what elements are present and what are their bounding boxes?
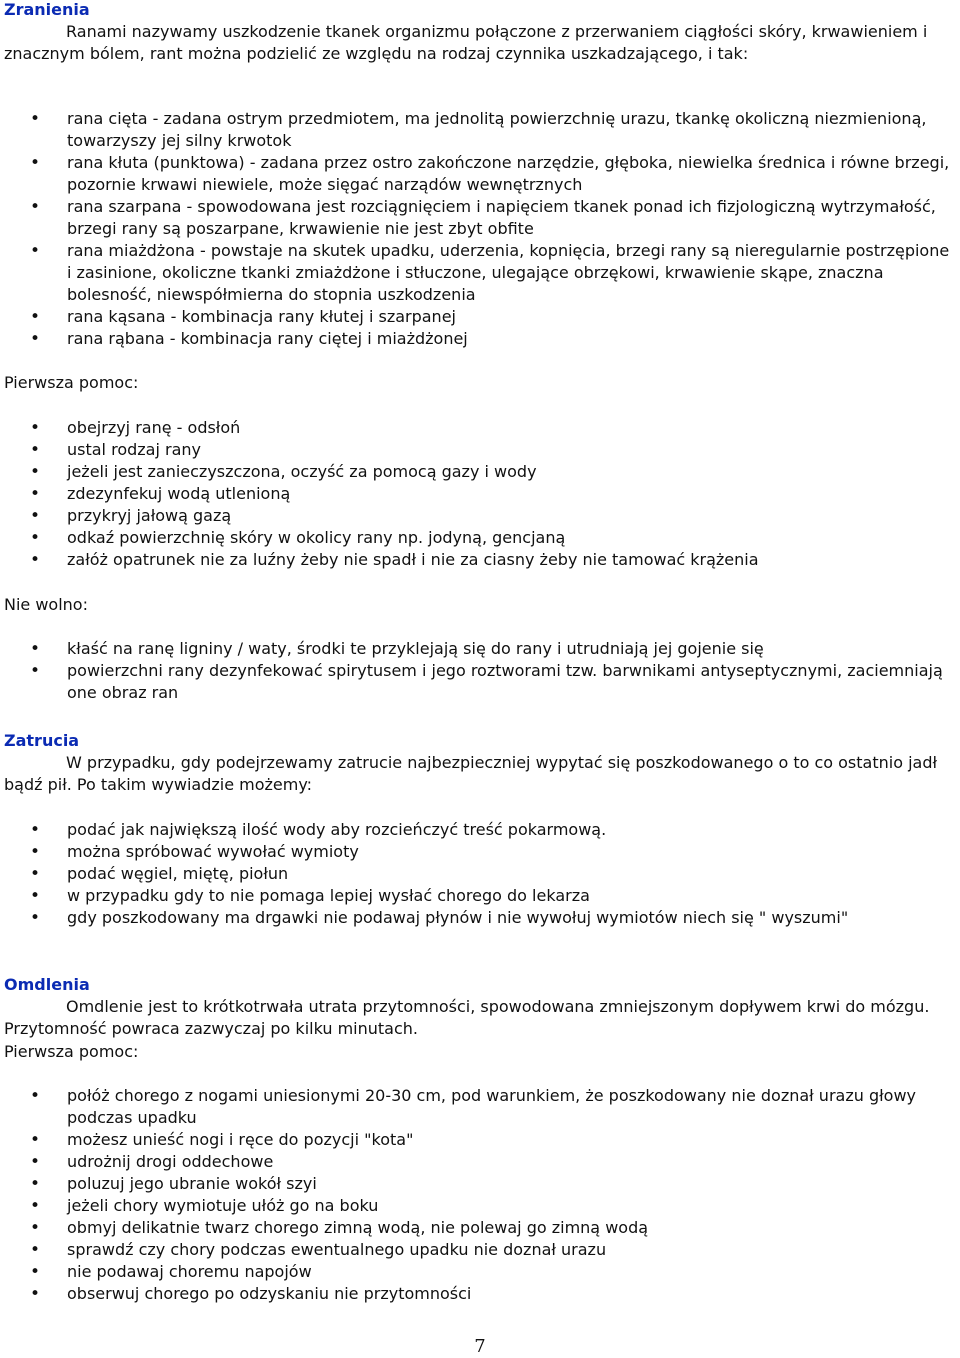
wound-types-list [4,108,958,350]
section-intro: Omdlenie jest to krótkotrwała utrata przytomności, spowodowana zmniejszonym dopływem krwi do mózgu. Przytomność powraca zazwyczaj po kilku minutach. [4,997,930,1038]
list-item: • rana cięta - zadana ostrym przedmiotem, ma jednolitą powierzchnię urazu, tkankę okoliczną niezmienioną, towarzyszy jej silny krwotok [4,108,958,152]
list-item: • udrożnij drogi oddechowe [4,1151,958,1173]
list-item: • powierzchni rany dezynfekować spirytusem i jego roztworami tzw. barwnikami antyseptycznymi, zaciemniają one obraz ran [4,660,958,704]
page-number: 7 [474,1336,486,1357]
first-aid-list [4,417,759,571]
list-item: • możesz unieść nogi i ręce do pozycji "kota" [4,1129,958,1151]
section-heading-zatrucia: Zatrucia [4,731,80,750]
list-item: • można spróbować wywołać wymioty [4,841,848,863]
list-item: • obmyj delikatnie twarz chorego zimną wodą, nie polewaj go zimną wodą [4,1217,958,1239]
section-omdlenia [4,974,958,1040]
list-item: • sprawdź czy chory podczas ewentualnego upadku nie doznał urazu [4,1239,958,1261]
section-intro: W przypadku, gdy podejrzewamy zatrucie najbezpieczniej wypytać się poszkodowanego o to co ostatnio jadł bądź pił. Po takim wywiadzie możemy: [4,753,938,794]
list-item: • poluzuj jego ubranie wokół szyi [4,1173,958,1195]
list-item: • rana szarpana - spowodowana jest rozciągnięciem i napięciem tkanek ponad ich fizjologiczną wytrzymałość, brzegi rany są poszarpane, krwawienie nie jest zbyt obfite [4,196,958,240]
list-item: • rana kąsana - kombinacja rany kłutej i szarpanej [4,306,958,328]
list-item: • załóż opatrunek nie za luźny żeby nie spadł i nie za ciasny żeby nie tamować krążenia [4,549,759,571]
list-item: • gdy poszkodowany ma drgawki nie podawaj płynów i nie wywołuj wymiotów niech się " wyszumi" [4,907,848,929]
poisoning-steps-list [4,819,848,929]
list-item: • podać jak największą ilość wody aby rozcieńczyć treść pokarmową. [4,819,848,841]
list-item: • obejrzyj ranę - odsłoń [4,417,759,439]
section-heading-zranienia: Zranienia [4,0,90,19]
list-item: • nie podawaj choremu napojów [4,1261,958,1283]
list-item: • przykryj jałową gazą [4,505,759,527]
list-item: • w przypadku gdy to nie pomaga lepiej wysłać chorego do lekarza [4,885,848,907]
list-item: • połóż chorego z nogami uniesionymi 20-30 cm, pod warunkiem, że poszkodowany nie doznał urazu głowy podczas upadku [4,1085,958,1129]
section-zranienia [4,0,958,65]
list-item: • obserwuj chorego po odzyskaniu nie przytomności [4,1283,958,1305]
list-item: • odkaź powierzchnię skóry w okolicy rany np. jodyną, gencjaną [4,527,759,549]
list-item: • kłaść na ranę ligniny / waty, środki te przyklejają się do rany i utrudniają jej gojenie się [4,638,958,660]
list-item: • zdezynfekuj wodą utlenioną [4,483,759,505]
forbidden-label: Nie wolno: [4,595,88,614]
list-item: • jeżeli jest zanieczyszczona, oczyść za pomocą gazy i wody [4,461,759,483]
first-aid-label: Pierwsza pomoc: [4,1042,139,1061]
section-heading-omdlenia: Omdlenia [4,975,90,994]
list-item: • ustal rodzaj rany [4,439,759,461]
list-item: • rana kłuta (punktowa) - zadana przez ostro zakończone narzędzie, głęboka, niewielka średnica i równe brzegi, pozornie krwawi niewiele, może sięgać narządów wewnętrznych [4,152,958,196]
list-item: • podać węgiel, miętę, piołun [4,863,848,885]
first-aid-label: Pierwsza pomoc: [4,373,139,392]
section-intro: Ranami nazywamy uszkodzenie tkanek organizmu połączone z przerwaniem ciągłości skóry, krwawieniem i znacznym bólem, rant można podzielić ze względu na rodzaj czynnika uszkadzającego, i tak: [4,22,928,63]
section-zatrucia [4,730,958,796]
list-item: • rana miażdżona - powstaje na skutek upadku, uderzenia, kopnięcia, brzegi rany są nieregularnie postrzępione i zasinione, okoliczne tkanki zmiażdżone i stłuczone, ulegające obrzękowi, krwawienie skąpe, znaczna bolesność, niewspółmierna do stopnia uszkodzenia [4,240,958,306]
forbidden-list [4,638,958,704]
list-item: • jeżeli chory wymiotuje ułóż go na boku [4,1195,958,1217]
fainting-first-aid-list [4,1085,958,1305]
list-item: • rana rąbana - kombinacja rany ciętej i miażdżonej [4,328,958,350]
